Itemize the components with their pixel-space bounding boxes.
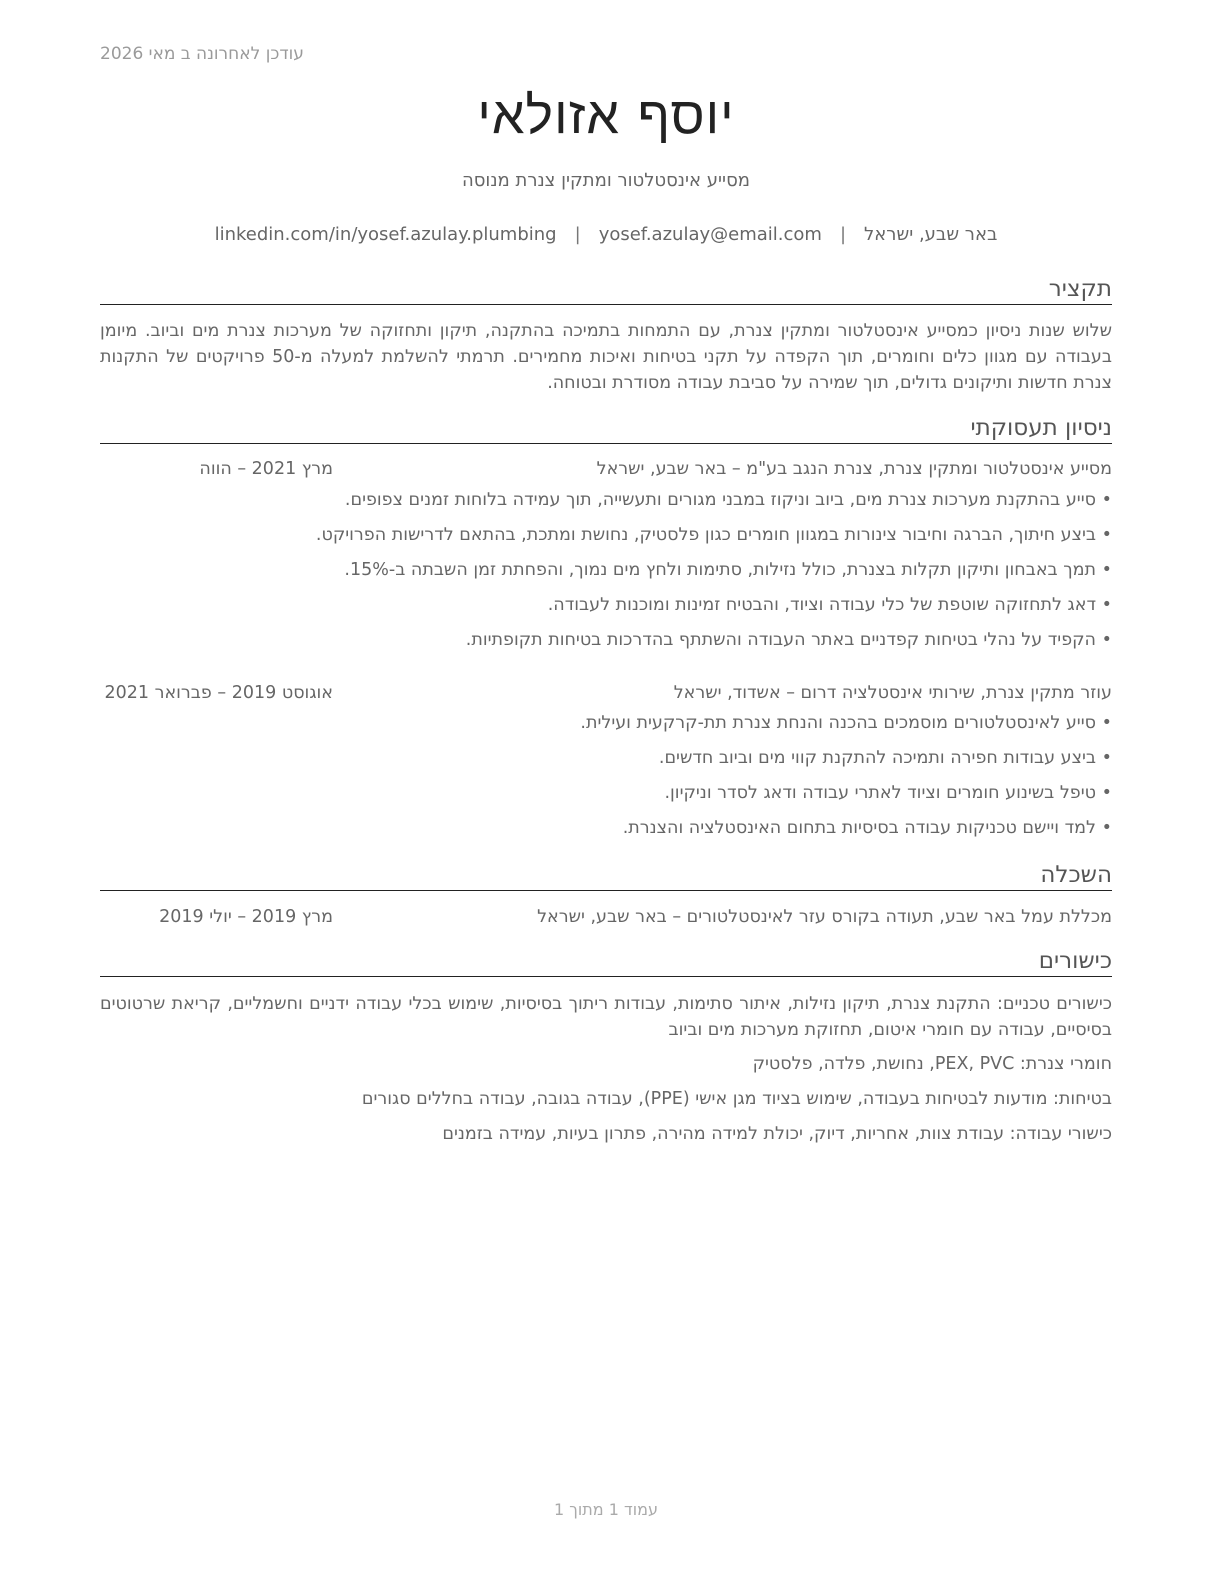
contact-linkedin[interactable]: linkedin.com/in/yosef.azulay.plumbing [214, 224, 557, 245]
contact-location: באר שבע, ישראל [864, 224, 998, 245]
job-bullet: • דאג לתחזוקה שוטפת של כלי עבודה וציוד, והבטיח זמינות ומוכנות לעבודה. [112, 592, 1112, 627]
job-bullet: • למד ויישם טכניקות עבודה בסיסיות בתחום האינסטלציה והצנרת. [112, 815, 1112, 850]
skill-line: כישורים טכניים: התקנת צנרת, תיקון נזילות, איתור סתימות, עבודות ריתוך בסיסיות, שימוש בכלי עבודה ידניים וחשמליים, קריאת שרטוטים בסיסיים, עבודה עם חומרי איטום, תחזוקת מערכות מים וביוב [100, 994, 1112, 1040]
job-bullet: • תמך באבחון ותיקון תקלות בצנרת, כולל נזילות, סתימות ולחץ מים נמוך, והפחתת זמן השבתה ב-15%. [112, 557, 1112, 592]
job-role: מסייע אינסטלטור ומתקין צנרת, צנרת הנגב בע"מ – באר שבע, ישראל [596, 459, 1112, 479]
job-role: עוזר מתקין צנרת, שירותי אינסטלציה דרום – אשדוד, ישראל [673, 683, 1112, 703]
skill-line: חומרי צנרת: PEX, PVC, נחושת, פלדה, פלסטיק [752, 1054, 1112, 1074]
job-dates: מרץ 2021 – הווה [199, 459, 333, 479]
education-school: מכללת עמל באר שבע, תעודה בקורס עזר לאינסטלטורים – באר שבע, ישראל [537, 907, 1112, 927]
summary-text: שלוש שנות ניסיון כמסייע אינסטלטור ומתקין צנרת, עם התמחות בתמיכה בהתקנה, תיקון ותחזוקה של מערכות צנרת מים וביוב. מיומן בעבודה עם מגוון כלים וחומרים, תוך הקפדה על תקני בטיחות ואיכות מחמירים. תרמתי להשלמת למעלה מ-50 פרויקטים של התקנות צנרת חדשות ותיקונים גדולים, תוך שמירה על סביבת עבודה מסודרת ובטוחה. [100, 321, 1112, 393]
job-bullets [112, 710, 1112, 850]
job-bullet: • הקפיד על נהלי בטיחות קפדניים באתר העבודה והשתתף בהדרכות בטיחות תקופתיות. [112, 627, 1112, 662]
section-title-education: השכלה [100, 861, 1112, 891]
page-footer: עמוד 1 מתוך 1 [554, 1500, 658, 1519]
education-dates: מרץ 2019 – יולי 2019 [159, 907, 333, 927]
job-bullets [112, 487, 1112, 662]
job-bullet: • סייע לאינסטלטורים מוסמכים בהכנה והנחת צנרת תת-קרקעית ועילית. [112, 710, 1112, 745]
section-title-experience: ניסיון תעסוקתי [100, 414, 1112, 444]
resume-page [100, 0, 1112, 1584]
candidate-tagline: מסייע אינסטלטור ומתקין צנרת מנוסה [461, 170, 750, 191]
education-entry [100, 904, 1112, 930]
candidate-name: יוסף אזולאי [477, 86, 735, 146]
job-header [100, 456, 1112, 482]
job-bullet: • ביצע חיתוך, הברגה וחיבור צינורות במגוון חומרים כגון פלסטיק, נחושת ומתכת, בהתאם לדרישות הפרויקט. [112, 522, 1112, 557]
contact-line [100, 224, 1112, 245]
last-updated: עודכן לאחרונה ב מאי 2026 [100, 44, 304, 64]
contact-separator: | [574, 224, 581, 245]
contact-email[interactable]: yosef.azulay@email.com [598, 224, 822, 245]
section-title-summary: תקציר [100, 275, 1112, 305]
job-bullet: • סייע בהתקנת מערכות צנרת מים, ביוב וניקוז במבני מגורים ותעשייה, תוך עמידה בלוחות זמנים צפופים. [112, 487, 1112, 522]
job-bullet: • ביצע עבודות חפירה ותמיכה להתקנת קווי מים וביוב חדשים. [112, 745, 1112, 780]
section-title-skills: כישורים [100, 947, 1112, 977]
contact-separator: | [839, 224, 847, 245]
skill-line: כישורי עבודה: עבודת צוות, אחריות, דיוק, יכולת למידה מהירה, פתרון בעיות, עמידה בזמנים [442, 1124, 1112, 1144]
skill-line: בטיחות: מודעות לבטיחות בעבודה, שימוש בציוד מגן אישי (PPE), עבודה בגובה, עבודה בחללים סגורים [361, 1089, 1112, 1109]
job-dates: אוגוסט 2019 – פברואר 2021 [104, 683, 333, 703]
job-bullet: • טיפל בשינוע חומרים וציוד לאתרי עבודה ודאג לסדר וניקיון. [112, 780, 1112, 815]
job-header [100, 680, 1112, 706]
